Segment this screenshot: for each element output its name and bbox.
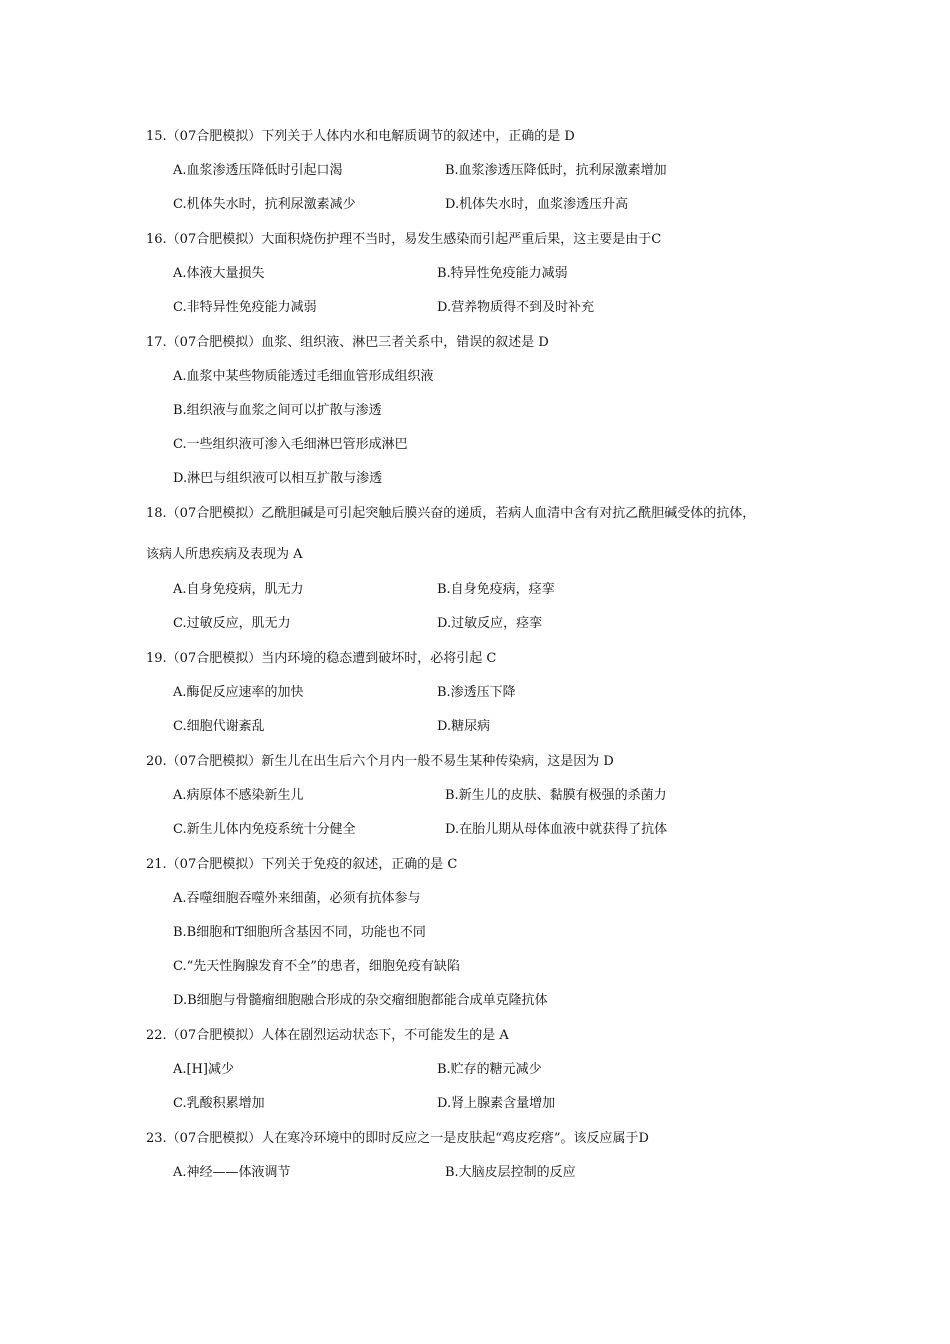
question-20-option-c: C.新生儿体内免疫系统十分健全 <box>173 822 356 837</box>
question-18-option-b: B.自身免疫病，痉挛 <box>437 582 555 597</box>
question-16-option-b: B.特异性免疫能力减弱 <box>437 266 568 281</box>
question-15-stem: 15.（07合肥模拟）下列关于人体内水和电解质调节的叙述中，正确的是 D <box>146 129 575 144</box>
question-19-stem: 19.（07合肥模拟）当内环境的稳态遭到破坏时，必将引起 C <box>146 651 497 666</box>
question-18-option-d: D.过敏反应，痉挛 <box>437 616 543 631</box>
question-15-option-d: D.机体失水时，血浆渗透压升高 <box>445 197 629 212</box>
question-19-option-c: C.细胞代谢紊乱 <box>173 719 265 734</box>
question-16-option-a: A.体液大量损失 <box>173 266 265 281</box>
question-17-option-d: D.淋巴与组织液可以相互扩散与渗透 <box>173 471 383 486</box>
question-20-option-a: A.病原体不感染新生儿 <box>173 788 304 803</box>
question-16-option-d: D.营养物质得不到及时补充 <box>437 300 595 315</box>
question-15-option-b: B.血浆渗透压降低时，抗利尿激素增加 <box>445 163 667 178</box>
question-19-option-a: A.酶促反应速率的加快 <box>173 685 304 700</box>
question-20-option-d: D.在胎儿期从母体血液中就获得了抗体 <box>445 822 668 837</box>
question-17-option-c: C.一些组织液可渗入毛细淋巴管形成淋巴 <box>173 437 408 452</box>
question-16-stem: 16.（07合肥模拟）大面积烧伤护理不当时，易发生感染而引起严重后果，这主要是由于C <box>146 232 662 247</box>
question-19-option-b: B.渗透压下降 <box>437 685 516 700</box>
question-22-option-c: C.乳酸积累增加 <box>173 1096 265 1111</box>
question-18-stem-continuation: 该病人所患疾病及表现为 A <box>146 547 303 562</box>
question-22-stem: 22.（07合肥模拟）人体在剧烈运动状态下，不可能发生的是 A <box>146 1028 509 1043</box>
question-21-option-b: B.B细胞和T细胞所含基因不同，功能也不同 <box>173 925 426 940</box>
question-17-stem: 17.（07合肥模拟）血浆、组织液、淋巴三者关系中，错误的叙述是 D <box>146 335 549 350</box>
question-22-option-a: A.[H]减少 <box>173 1062 235 1077</box>
question-17-option-b: B.组织液与血浆之间可以扩散与渗透 <box>173 403 382 418</box>
question-21-option-d: D.B细胞与骨髓瘤细胞融合形成的杂交瘤细胞都能合成单克隆抗体 <box>173 993 548 1008</box>
question-18-option-a: A.自身免疫病，肌无力 <box>173 582 304 597</box>
question-23-option-a: A.神经——体液调节 <box>173 1165 291 1180</box>
question-20-option-b: B.新生儿的皮肤、黏膜有极强的杀菌力 <box>445 788 667 803</box>
question-21-option-c: C.“先天性胸腺发育不全”的患者，细胞免疫有缺陷 <box>173 959 460 974</box>
question-20-stem: 20.（07合肥模拟）新生儿在出生后六个月内一般不易生某种传染病，这是因为 D <box>146 754 614 769</box>
question-17-option-a: A.血浆中某些物质能透过毛细血管形成组织液 <box>173 369 434 384</box>
question-15-option-c: C.机体失水时，抗利尿激素减少 <box>173 197 356 212</box>
question-15-option-a: A.血浆渗透压降低时引起口渴 <box>173 163 343 178</box>
question-22-option-b: B.贮存的糖元减少 <box>437 1062 542 1077</box>
question-23-option-b: B.大脑皮层控制的反应 <box>445 1165 576 1180</box>
question-18-option-c: C.过敏反应，肌无力 <box>173 616 291 631</box>
question-23-stem: 23.（07合肥模拟）人在寒冷环境中的即时反应之一是皮肤起“鸡皮疙瘩”。该反应属于D <box>146 1131 649 1146</box>
question-21-option-a: A.吞噬细胞吞噬外来细菌，必须有抗体参与 <box>173 891 421 906</box>
question-18-stem: 18.（07合肥模拟）乙酰胆碱是可引起突触后膜兴奋的递质，若病人血清中含有对抗乙酰胆碱受体的抗体， <box>146 506 756 521</box>
question-22-option-d: D.肾上腺素含量增加 <box>437 1096 556 1111</box>
question-21-stem: 21.（07合肥模拟）下列关于免疫的叙述，正确的是 C <box>146 857 458 872</box>
question-16-option-c: C.非特异性免疫能力减弱 <box>173 300 317 315</box>
question-19-option-d: D.糖尿病 <box>437 719 491 734</box>
